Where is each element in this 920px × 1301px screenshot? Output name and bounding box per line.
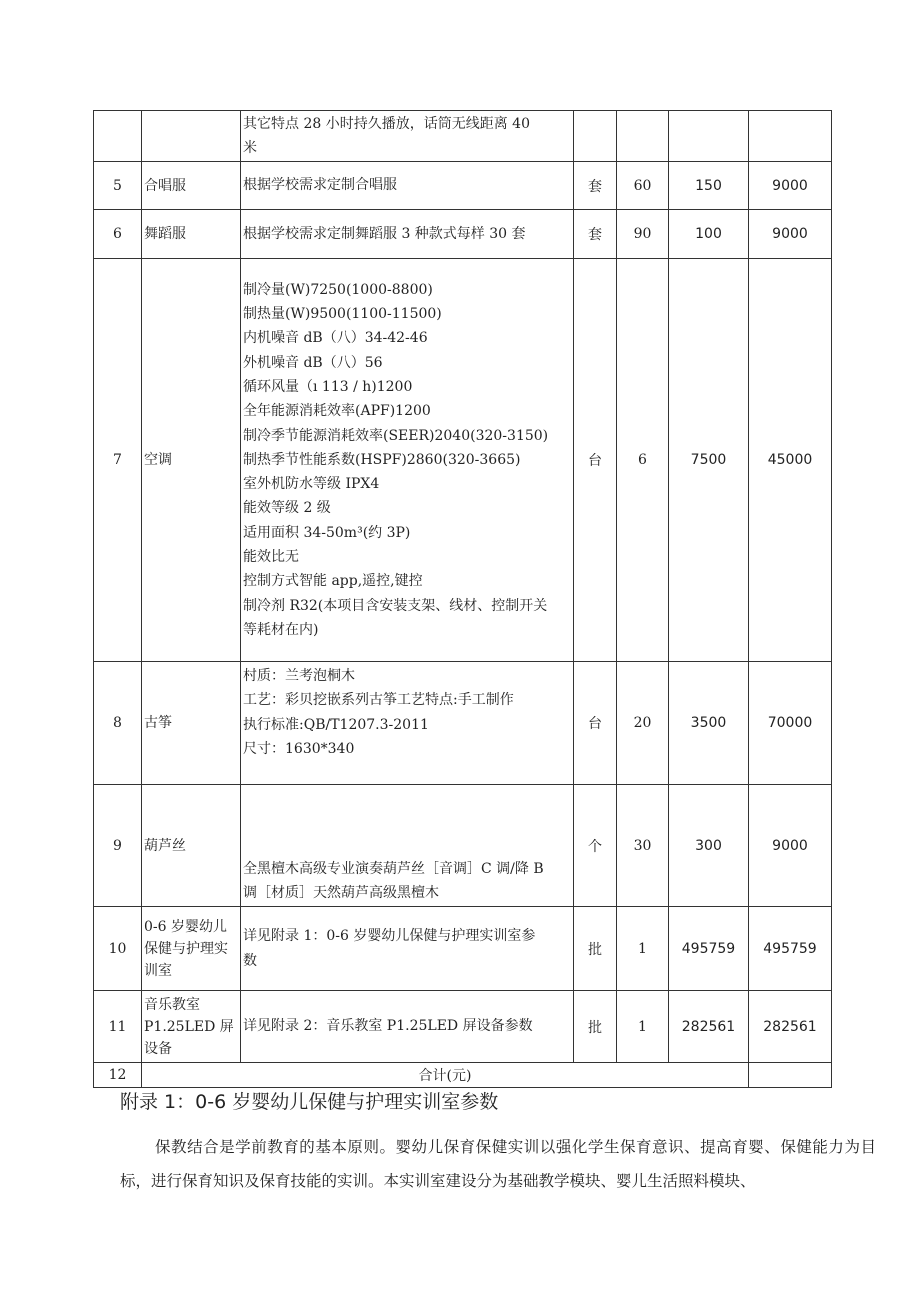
- spec-line: 数: [243, 952, 257, 969]
- spec-line: 等耗材在内): [243, 621, 319, 638]
- sum-label: 合计(元): [142, 1063, 749, 1088]
- item-name: [142, 210, 241, 259]
- item-name: [142, 907, 241, 991]
- item-total: 70000: [749, 662, 832, 785]
- item-unit-price: 100: [669, 210, 749, 259]
- name-line: 葫芦丝: [144, 837, 186, 854]
- item-unit-price: 282561: [669, 991, 749, 1063]
- item-total: [749, 111, 832, 162]
- item-quantity: 30: [617, 785, 669, 907]
- item-unit-price: 7500: [669, 259, 749, 662]
- table-sum-row: [94, 1063, 832, 1088]
- spec-line: 控制方式智能 app,遥控,键控: [243, 573, 423, 590]
- spec-line: 详见附录 2：音乐教室 P1.25LED 屏设备参数: [243, 1018, 533, 1035]
- item-quantity: 60: [617, 162, 669, 210]
- item-quantity: 1: [617, 991, 669, 1063]
- item-unit: 批: [574, 991, 617, 1063]
- spec-line: 全年能源消耗效率(APF)1200: [243, 403, 431, 420]
- spec-line: 适用面积 34-50m³(约 3P): [243, 524, 411, 541]
- spec-line: 能效等级 2 级: [243, 500, 331, 517]
- spec-line: 内机噪音 dB（八）34-42-46: [243, 330, 428, 347]
- spec-line: 村质：兰考泡桐木: [243, 668, 355, 684]
- spec-line: 根据学校需求定制合唱服: [243, 177, 397, 194]
- item-name: [142, 259, 241, 662]
- item-total: 495759: [749, 907, 832, 991]
- item-name: [142, 991, 241, 1063]
- name-line: 训室: [144, 962, 172, 979]
- item-spec: [241, 907, 574, 991]
- spec-line: 制热季节性能系数(HSPF)2860(320-3665): [243, 451, 521, 468]
- spec-line: 调［材质］天然葫芦高级黑檀木: [243, 885, 439, 902]
- name-line: 空调: [144, 452, 172, 468]
- item-total: 282561: [749, 991, 832, 1063]
- spec-line: 根据学校需求定制舞蹈服 3 种款式每样 30 套: [243, 225, 526, 242]
- appendix-paragraph: 保教结合是学前教育的基本原则。婴幼儿保育保健实训以强化学生保育意识、提高育婴、保健能力为目标，进行保育知识及保育技能的实训。本实训室建设分为基础教学模块、婴儿生活照料模块、: [120, 1138, 876, 1190]
- equipment-spec-table: [93, 110, 832, 1088]
- name-line: 舞蹈服: [144, 226, 186, 242]
- table-row: [94, 662, 832, 785]
- row-number: 6: [94, 210, 142, 259]
- name-line: 设备: [144, 1040, 172, 1057]
- spec-line: 外机噪音 dB（八）56: [243, 354, 383, 371]
- item-unit: 套: [574, 162, 617, 210]
- row-number: 5: [94, 162, 142, 210]
- spec-line: 工艺：彩贝挖嵌系列古筝工艺特点:手工制作: [243, 692, 514, 709]
- item-name: [142, 785, 241, 907]
- name-line: 合唱服: [144, 177, 186, 194]
- sum-total: [749, 1063, 832, 1088]
- name-line: 0-6 岁婴幼儿: [144, 918, 227, 935]
- spec-line: 详见附录 1：0-6 岁婴幼儿保健与护理实训室参: [243, 928, 536, 945]
- row-number: 12: [94, 1063, 142, 1088]
- spec-line: 制冷量(W)7250(1000-8800): [243, 281, 433, 298]
- item-quantity: 1: [617, 907, 669, 991]
- table-row: [94, 785, 832, 907]
- item-unit-price: [669, 111, 749, 162]
- item-unit: 个: [574, 785, 617, 907]
- item-unit: [574, 111, 617, 162]
- item-quantity: [617, 111, 669, 162]
- name-line: 保健与护理实: [144, 940, 228, 957]
- item-spec: [241, 111, 574, 162]
- table-row: [94, 210, 832, 259]
- item-total: 9000: [749, 210, 832, 259]
- spec-line: 循环风量（ı 113 / h)1200: [243, 378, 413, 395]
- item-unit: 台: [574, 259, 617, 662]
- spec-line: 室外机防水等级 IPX4: [243, 476, 380, 493]
- item-spec: [241, 785, 574, 907]
- table-row: [94, 907, 832, 991]
- spec-line: 米: [243, 140, 257, 156]
- row-number: 11: [94, 991, 142, 1063]
- table-row: [94, 111, 832, 162]
- item-unit-price: 495759: [669, 907, 749, 991]
- item-spec: [241, 162, 574, 210]
- row-number: 10: [94, 907, 142, 991]
- item-spec: [241, 210, 574, 259]
- spec-line: 能效比无: [243, 549, 299, 566]
- table-row: [94, 991, 832, 1063]
- item-quantity: 20: [617, 662, 669, 785]
- spec-line: 其它特点 28 小时持久播放，话筒无线距离 40: [243, 115, 530, 132]
- item-name: [142, 162, 241, 210]
- item-total: 45000: [749, 259, 832, 662]
- item-spec: [241, 991, 574, 1063]
- name-line: 古筝: [144, 715, 172, 731]
- name-line: 音乐教室: [144, 996, 200, 1013]
- item-spec: [241, 662, 574, 785]
- spec-line: 制冷剂 R32(本项目含安装支架、线材、控制开关: [243, 597, 548, 614]
- row-number: [94, 111, 142, 162]
- item-total: 9000: [749, 162, 832, 210]
- item-unit-price: 300: [669, 785, 749, 907]
- table-row: [94, 162, 832, 210]
- row-number: 8: [94, 662, 142, 785]
- appendix-title: 附录 1：0-6 岁婴幼儿保健与护理实训室参数: [120, 1091, 499, 1113]
- spec-line: 制冷季节能源消耗效率(SEER)2040(320-3150): [243, 427, 549, 444]
- item-unit: 台: [574, 662, 617, 785]
- item-name: [142, 111, 241, 162]
- item-unit: 批: [574, 907, 617, 991]
- spec-line: 全黑檀木高级专业演奏葫芦丝［音调］C 调/降 B: [243, 860, 544, 877]
- item-unit-price: 150: [669, 162, 749, 210]
- spec-line: 制热量(W)9500(1100-11500): [243, 306, 442, 323]
- name-line: P1.25LED 屏: [144, 1018, 234, 1035]
- item-unit: 套: [574, 210, 617, 259]
- item-name: [142, 662, 241, 785]
- row-number: 9: [94, 785, 142, 907]
- item-unit-price: 3500: [669, 662, 749, 785]
- row-number: 7: [94, 259, 142, 662]
- table-row: [94, 259, 832, 662]
- item-quantity: 6: [617, 259, 669, 662]
- item-total: 9000: [749, 785, 832, 907]
- item-quantity: 90: [617, 210, 669, 259]
- spec-line: 尺寸：1630*340: [243, 740, 355, 757]
- spec-line: 执行标准:QB/T1207.3-2011: [243, 716, 429, 733]
- item-spec: [241, 259, 574, 662]
